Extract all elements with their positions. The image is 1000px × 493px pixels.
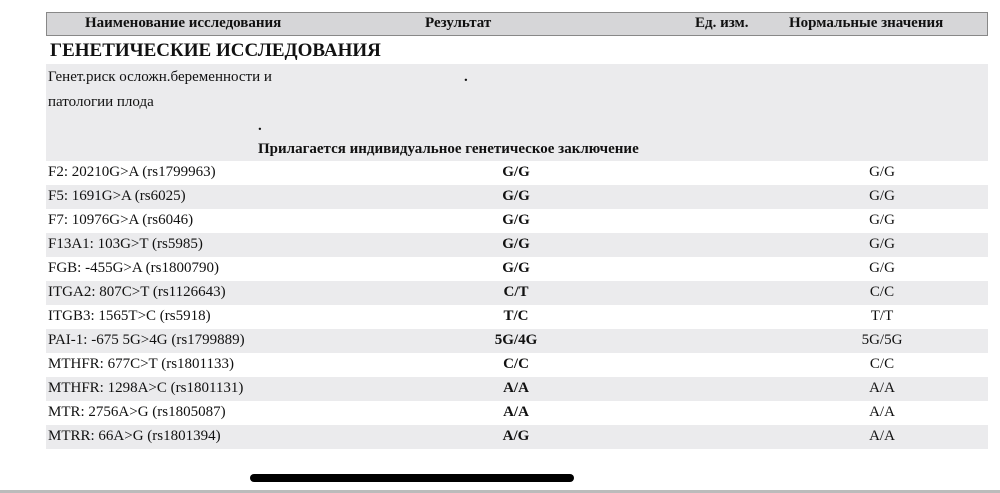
header-name: Наименование исследования (85, 15, 282, 31)
table-row (46, 425, 988, 449)
panel-note: Прилагается индивидуальное генетическое заключение (258, 141, 639, 157)
row-name: MTR: 2756A>G (rs1805087) (48, 404, 226, 420)
table-row (46, 401, 988, 425)
table-row (46, 377, 988, 401)
row-normal: A/A (869, 380, 895, 396)
row-result: G/G (502, 164, 530, 180)
row-name: PAI-1: -675 5G>4G (rs1799889) (48, 332, 245, 348)
row-normal: G/G (869, 212, 895, 228)
row-result: T/C (503, 308, 529, 324)
row-normal: 5G/5G (861, 332, 903, 348)
section-title: ГЕНЕТИЧЕСКИЕ ИССЛЕДОВАНИЯ (50, 40, 381, 61)
panel-dot: . (258, 118, 262, 134)
table-row (46, 329, 988, 353)
row-name: FGB: -455G>A (rs1800790) (48, 260, 219, 276)
row-name: F7: 10976G>A (rs6046) (48, 212, 194, 228)
home-indicator[interactable] (250, 474, 574, 482)
row-result: G/G (502, 260, 530, 276)
table-row (46, 257, 988, 281)
row-name: F2: 20210G>A (rs1799963) (48, 164, 216, 180)
header-normal: Нормальные значения (789, 15, 944, 31)
header-units: Ед. изм. (695, 15, 749, 31)
row-result: C/T (503, 284, 529, 300)
row-normal: C/C (869, 284, 895, 300)
row-name: F13A1: 103G>T (rs5985) (48, 236, 203, 252)
panel-dot: . (464, 69, 468, 85)
row-normal: G/G (869, 260, 895, 276)
header-result: Результат (425, 15, 492, 31)
row-name: MTRR: 66A>G (rs1801394) (48, 428, 221, 444)
row-name: ITGA2: 807C>T (rs1126643) (48, 284, 226, 300)
panel-name-line1: Генет.риск осложн.беременности и (48, 69, 272, 85)
row-result: G/G (502, 188, 530, 204)
table-row (46, 161, 988, 185)
row-result: G/G (502, 236, 530, 252)
panel-name-line2: патологии плода (48, 94, 154, 110)
row-normal: A/A (869, 428, 895, 444)
row-normal: T/T (870, 308, 894, 324)
row-name: ITGB3: 1565T>C (rs5918) (48, 308, 211, 324)
row-result: C/C (503, 356, 529, 372)
row-name: MTHFR: 677C>T (rs1801133) (48, 356, 234, 372)
row-normal: C/C (869, 356, 895, 372)
row-name: MTHFR: 1298A>C (rs1801131) (48, 380, 244, 396)
row-result: A/A (503, 380, 529, 396)
table-row (46, 353, 988, 377)
table-row (46, 185, 988, 209)
table-row (46, 233, 988, 257)
table-header (46, 12, 988, 36)
row-result: G/G (502, 212, 530, 228)
row-normal: A/A (869, 404, 895, 420)
row-result: 5G/4G (494, 332, 538, 348)
table-row (46, 305, 988, 329)
row-normal: G/G (869, 164, 895, 180)
results-table (46, 161, 988, 449)
row-result: A/A (503, 404, 529, 420)
panel-block (46, 64, 988, 161)
table-row (46, 281, 988, 305)
row-name: F5: 1691G>A (rs6025) (48, 188, 186, 204)
row-result: A/G (502, 428, 530, 444)
row-normal: G/G (869, 188, 895, 204)
row-normal: G/G (869, 236, 895, 252)
table-row (46, 209, 988, 233)
